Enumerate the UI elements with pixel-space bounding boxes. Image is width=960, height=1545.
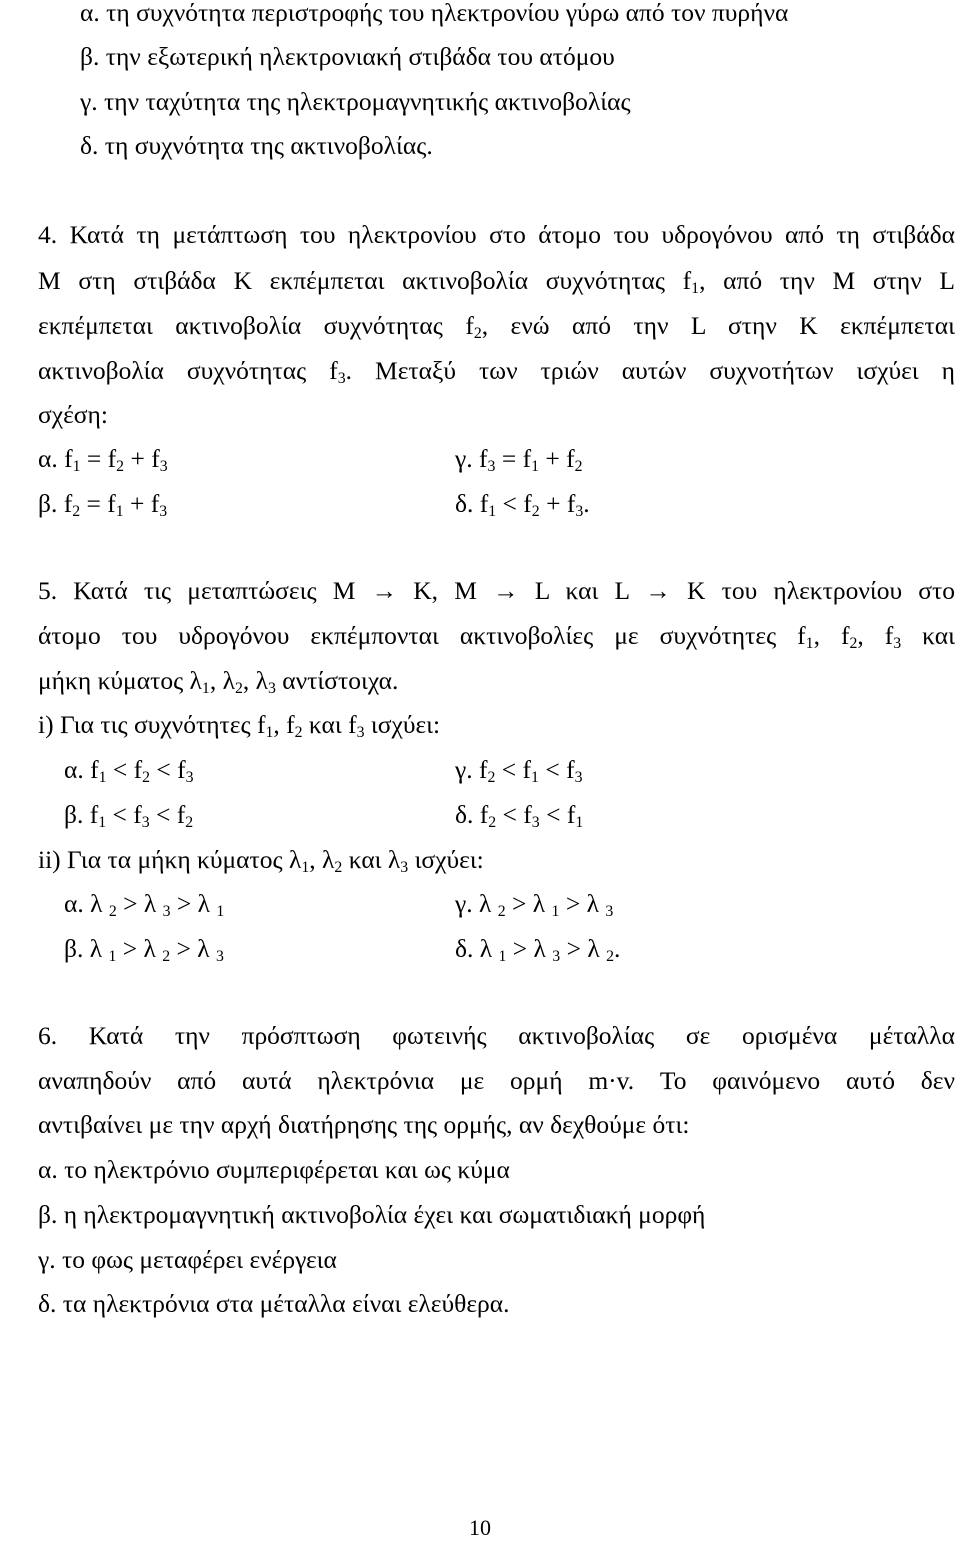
q5ii-option-c: γ. λ $_2$ > λ $_1$ > λ $_3$ — [455, 889, 614, 920]
q4-line-3: εκπέμπεται ακτινοβολία συχνότητας $f_2$, ενώ από την L στην K εκπέμπεται — [38, 311, 955, 342]
q6-option-c: γ. το φως μεταφέρει ενέργεια — [38, 1245, 337, 1274]
q4-option-b: β. $f_2 = f_1 + f_3$ — [38, 489, 168, 520]
q5i-option-c: γ. $f_2 < f_1 < f_3$ — [455, 755, 583, 786]
q5-line-3: μήκη κύματος $\lambda_1$, $\lambda_2$, $\lambda_3$ αντίστοιχα. — [38, 666, 399, 697]
q4-line-2: M στη στιβάδα K εκπέμπεται ακτινοβολία συχνότητας $f_1$, από την M στην L — [38, 266, 955, 297]
q6-number: 6. — [38, 1021, 58, 1050]
q5-part-ii: ii) Για τα μήκη κύματος $\lambda_1$, $\lambda_2$ και $\lambda_3$ ισχύει: — [38, 845, 484, 876]
q3-option-c: γ. την ταχύτητα της ηλεκτρομαγνητικής ακτινοβολίας — [80, 87, 631, 116]
q6-option-a: α. το ηλεκτρόνιο συμπεριφέρεται και ως κύμα — [38, 1155, 510, 1184]
q5ii-option-a: α. λ $_2$ > λ $_3$ > λ $_1$ — [64, 889, 225, 920]
q5-line-1: 5. Κατά τις μεταπτώσεις M → K, M → L και L → K του ηλεκτρονίου στο — [38, 576, 956, 605]
q5i-option-d: δ. $f_2 < f_3 < f_1$ — [455, 800, 584, 831]
q4-number: 4. — [38, 220, 58, 249]
q5i-option-a: α. $f_1 < f_2 < f_3$ — [64, 755, 194, 786]
q5ii-option-d: δ. λ $_1$ > λ $_3$ > λ $_2$. — [455, 934, 621, 965]
q6-option-b: β. η ηλεκτρομαγνητική ακτινοβολία έχει και σωματιδιακή μορφή — [38, 1200, 706, 1229]
arrow-right-icon: → — [371, 576, 398, 605]
q4-text-1: Κατά τη μετάπτωση του ηλεκτρονίου στο άτομο του υδρογόνου από τη στιβάδα — [69, 220, 955, 249]
q4-line-5: σχέση: — [38, 400, 108, 429]
q6-line-2: αναπηδούν από αυτά ηλεκτρόνια με ορμή m·v. Το φαινόμενο αυτό δεν — [38, 1066, 955, 1095]
q3-option-d: δ. τη συχνότητα της ακτινοβολίας. — [80, 131, 433, 160]
page-number: 10 — [469, 1515, 491, 1540]
q3-option-a: α. τη συχνότητα περιστροφής του ηλεκτρονίου γύρω από τον πυρήνα — [80, 0, 789, 27]
q4-option-d: δ. $f_1 < f_2 + f_3$. — [455, 489, 590, 520]
q4-line-4: ακτινοβολία συχνότητας $f_3$. Μεταξύ των τριών αυτών συχνοτήτων ισχύει η — [38, 356, 955, 387]
q4-option-c: γ. $f_3 = f_1 + f_2$ — [455, 444, 583, 475]
q6-line-1: 6. Κατά την πρόσπτωση φωτεινής ακτινοβολίας σε ορισμένα μέταλλα — [38, 1021, 956, 1050]
q5i-option-b: β. $f_1 < f_3 < f_2$ — [64, 800, 194, 831]
q5ii-option-b: β. λ $_1$ > λ $_2$ > λ $_3$ — [64, 934, 224, 965]
q4-option-a: α. $f_1 = f_2 + f_3$ — [38, 444, 168, 475]
q5-part-i: i) Για τις συχνότητες $f_1$, $f_2$ και $f_3$ ισχύει: — [38, 710, 441, 741]
q6-line-3: αντιβαίνει με την αρχή διατήρησης της ορμής, αν δεχθούμε ότι: — [38, 1110, 690, 1139]
q6-option-d: δ. τα ηλεκτρόνια στα μέταλλα είναι ελεύθερα. — [38, 1289, 510, 1318]
q3-option-b: β. την εξωτερική ηλεκτρονιακή στιβάδα του ατόμου — [80, 42, 615, 71]
arrow-right-icon: → — [493, 576, 519, 605]
arrow-right-icon: → — [645, 576, 671, 605]
q5-line-2: άτομο του υδρογόνου εκπέμπονται ακτινοβολίες με συχνότητες $f_1$, $f_2$, $f_3$ και — [38, 621, 955, 652]
q5-number: 5. — [38, 576, 58, 605]
q4-line-1 — [38, 220, 955, 250]
